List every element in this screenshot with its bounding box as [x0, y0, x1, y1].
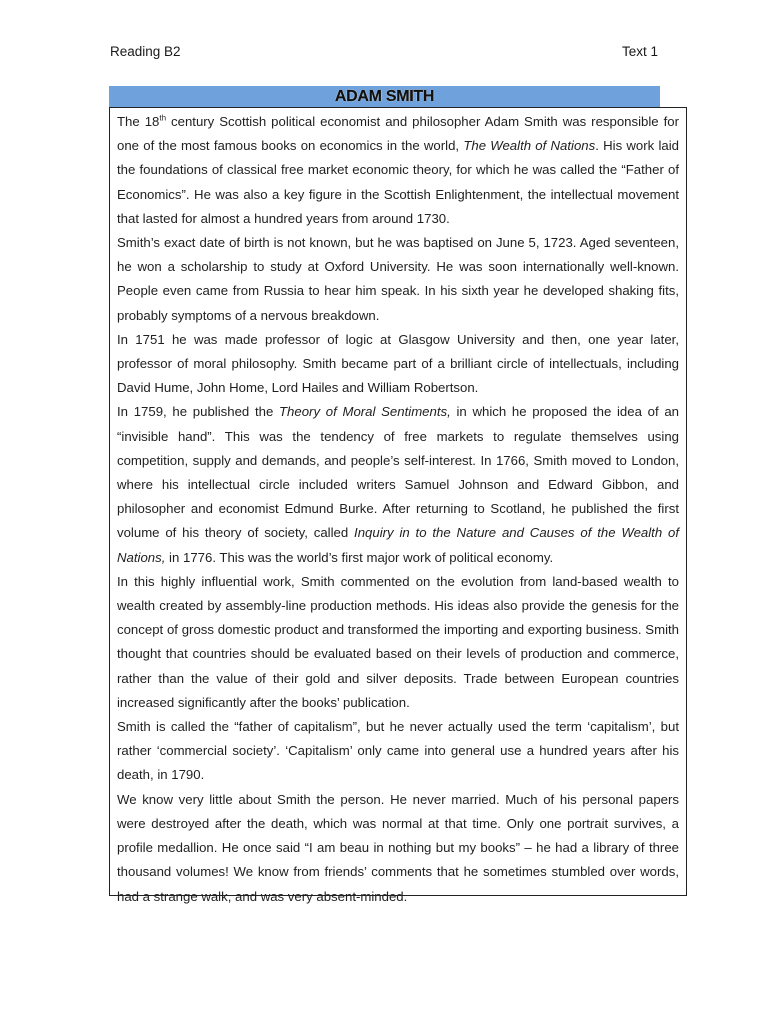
paragraph-4: In 1759, he published the Theory of Moral Sentiments, in which he proposed the idea of an “invisible hand”. This was the tendency of free markets to regulate themselves using competition, supply and demands, and people’s self-interest. In 1766, Smith moved to London, where his intellectual circle included writers Samuel Johnson and Edward Gibbon, and philosopher and economist Edmund Burke. After returning to Scotland, he published the first volume of his theory of society, called Inquiry in to the Nature and Causes of the Wealth of Nations, in 1776. This was the world’s first major work of political economy.	[117, 404, 679, 565]
page-title: ADAM SMITH	[334, 88, 435, 105]
paragraph-2: Smith’s exact date of birth is not known, but he was baptised on June 5, 1723. Aged seventeen, he won a scholarship to study at Oxford University. He was soon internationally well-known. People even came from Russia to hear him speak. In his sixth year he developed shaking fits, probably symptoms of a nervous breakdown.	[117, 235, 679, 323]
paragraph-5: In this highly influential work, Smith commented on the evolution from land-based wealth to wealth created by assembly-line production methods. His ideas also provide the genesis for the concept of gross domestic product and transformed the importing and exporting business. Smith thought that countries should be evaluated based on their levels of production and commerce, rather than the value of their gold and silver deposits. Trade between European countries increased significantly after the books’ publication.	[117, 573, 679, 710]
paragraph-6: Smith is called the “father of capitalism”, but he never actually used the term ‘capitalism’, but rather ‘commercial society’. ‘Capitalism’ only came into general use a hundred years after his death, in 1790.	[117, 719, 679, 783]
paragraph-7: We know very little about Smith the person. He never married. Much of his personal papers were destroyed after the death, which was normal at that time. Only one portrait survives, a profile medallion. He once said “I am beau in nothing but my books” – he had a library of three thousand volumes! We know from friends’ comments that he sometimes stumbled over words, had a strange walk, and was very absent-minded.	[117, 791, 679, 904]
title-bar	[109, 86, 660, 107]
reading-text-box	[109, 107, 687, 904]
header-text-number: Text 1	[621, 44, 658, 59]
paragraph-3: In 1751 he was made professor of logic at Glasgow University and then, one year later, professor of moral philosophy. Smith became part of a brilliant circle of intellectuals, including David Hume, John Home, Lord Hailes and William Robertson.	[117, 331, 679, 396]
header-level: Reading B2	[110, 44, 181, 59]
paragraph-1: The 18th century Scottish political economist and philosopher Adam Smith was responsible for one of the most famous books on economics in the world, The Wealth of Nations. His work laid the foundations of classical free market economic theory, for which he was called the “Father of Economics”. He was also a key figure in the Scottish Enlightenment, the intellectual movement that lasted for almost a hundred years from around 1730.	[117, 113, 679, 226]
page-header	[110, 44, 658, 64]
